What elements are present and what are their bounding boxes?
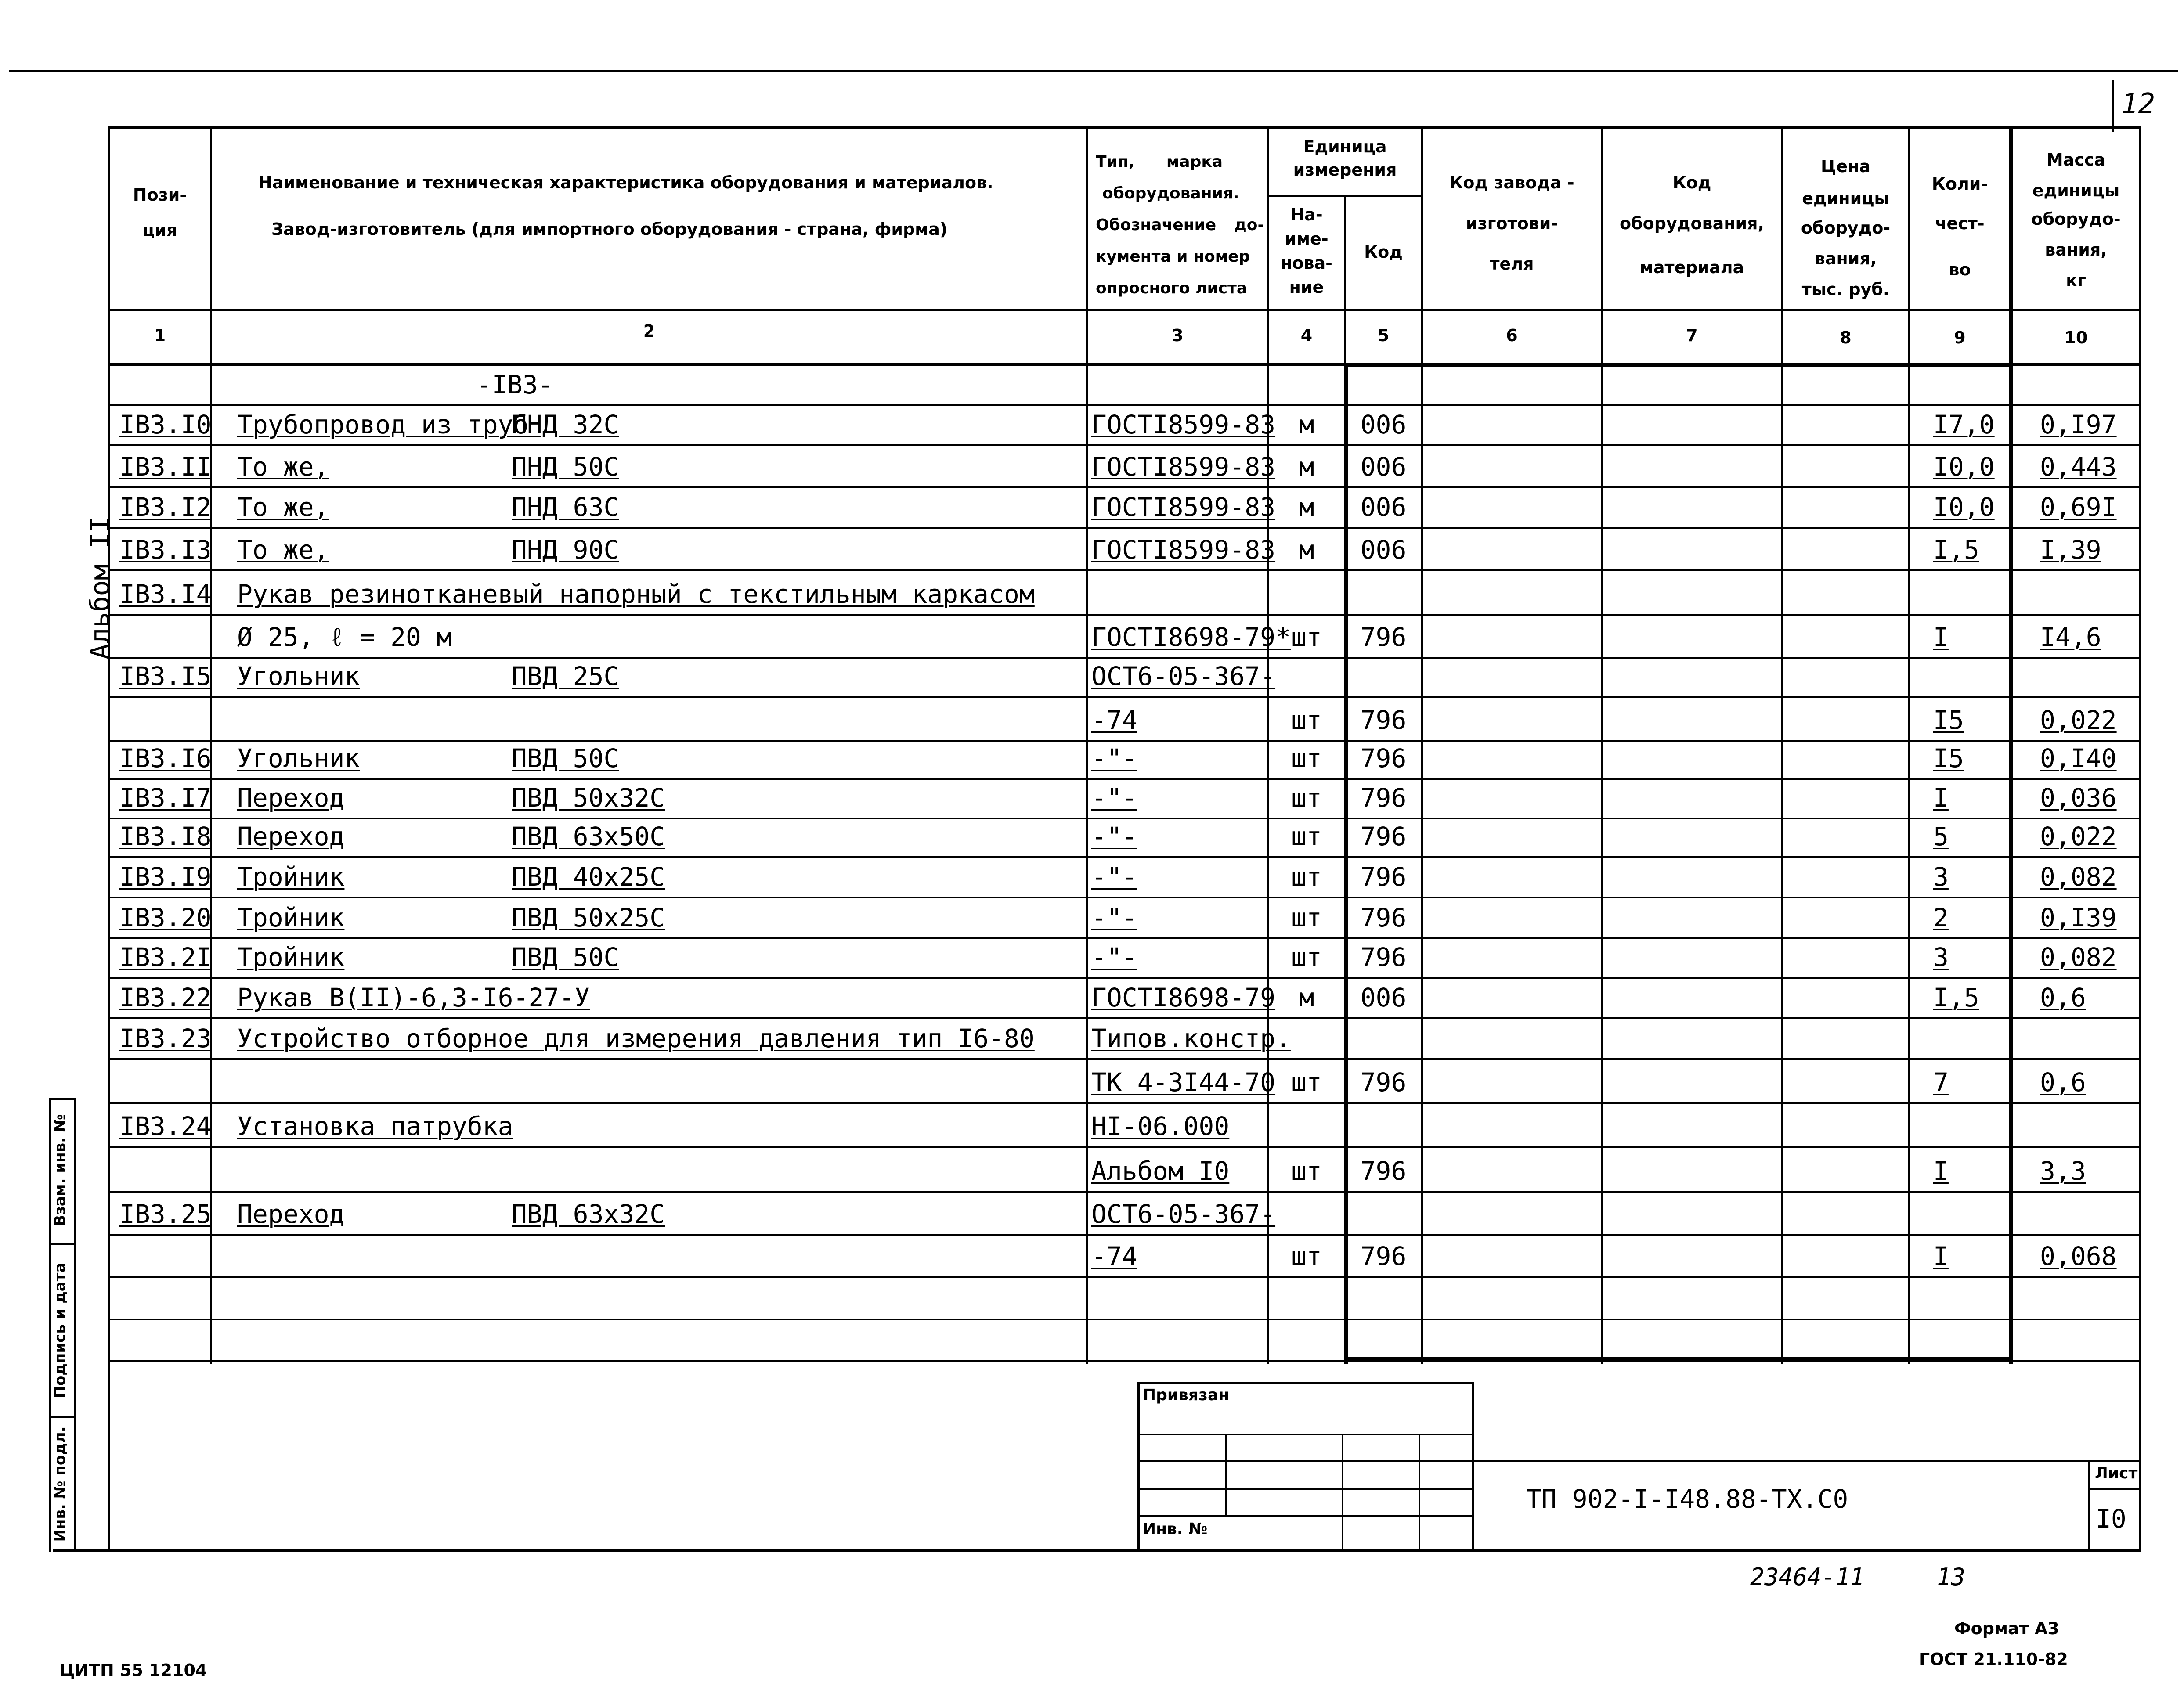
- row-quantity: I0,0: [1933, 492, 1995, 522]
- row-quantity: I,5: [1933, 983, 1979, 1013]
- row-name: Устройство отборное для измерения давления тип I6-80: [237, 1023, 1035, 1053]
- row-unit: шт: [1291, 743, 1322, 773]
- stamp-top: [1137, 1382, 1474, 1384]
- colnum-8: 8: [1840, 328, 1852, 347]
- row-unit: шт: [1291, 942, 1322, 972]
- row-unit-code: 006: [1360, 492, 1407, 522]
- sheet-box-left: [2088, 1460, 2090, 1552]
- row-name: Рукав В(II)-6,3-I6-27-У: [237, 983, 590, 1013]
- row-divider: [108, 444, 2141, 446]
- stamp-vgrid-2: [1342, 1434, 1343, 1552]
- stamp-main-line: [1474, 1460, 2139, 1462]
- header-col3-line4: кумента и номер: [1096, 248, 1250, 266]
- row-unit-code: 796: [1360, 862, 1407, 892]
- row-position: IВЗ.I8: [119, 822, 212, 851]
- row-document: Типов.констр.: [1091, 1023, 1291, 1053]
- row-divider: [108, 1058, 2141, 1060]
- row-divider: [108, 897, 2141, 898]
- stamp-grid-4: [1137, 1515, 1474, 1517]
- row-position: IВЗ.23: [119, 1023, 212, 1053]
- row-mass: 0,I39: [2040, 903, 2117, 933]
- row-divider: [108, 740, 2141, 742]
- row-mass: 0,022: [2040, 822, 2117, 851]
- row-unit-code: 796: [1360, 942, 1407, 972]
- row-document: ГОСТI8599-83: [1091, 452, 1276, 482]
- header-col9-line1: Коли-: [1931, 174, 1988, 194]
- header-col3-line3: Обозначение до-: [1096, 216, 1264, 234]
- row-name-detail: ПВД 63х32С: [512, 1199, 665, 1229]
- row-unit-code: 796: [1360, 1241, 1407, 1271]
- header-col4-line3: нова-: [1281, 253, 1332, 273]
- row-unit-code: 006: [1360, 410, 1407, 440]
- colnum-3: 3: [1172, 326, 1184, 345]
- row-position: IВЗ.II: [119, 452, 212, 482]
- row-unit-code: 796: [1360, 822, 1407, 851]
- row-divider: [108, 856, 2141, 858]
- header-col3-line2: оборудования.: [1102, 184, 1239, 202]
- margin-vzam-inv: Взам. инв. №: [51, 1114, 69, 1226]
- header-col8-line1: Цена: [1821, 157, 1870, 176]
- row-name-detail: ПНД 90С: [512, 535, 619, 565]
- header-col6-line3: теля: [1490, 254, 1534, 274]
- header-col3-line5: опросного листа: [1096, 279, 1248, 297]
- row-name: Угольник: [237, 661, 360, 691]
- row-position: IВЗ.I7: [119, 783, 212, 813]
- colnum-7: 7: [1686, 326, 1698, 345]
- row-quantity: I0,0: [1933, 452, 1995, 482]
- row-quantity: 2: [1933, 903, 1949, 933]
- row-name: Переход: [237, 1199, 345, 1229]
- row-quantity: I,5: [1933, 535, 1979, 565]
- row-divider: [108, 778, 2141, 780]
- row-document: -"-: [1091, 942, 1137, 972]
- corner-box-left: [2112, 80, 2114, 132]
- header-units-line1: Единица: [1303, 137, 1387, 156]
- row-name: Тройник: [237, 862, 345, 892]
- header-col5: Код: [1364, 242, 1403, 262]
- row-quantity: 3: [1933, 862, 1949, 892]
- row-name-detail: ПВД 25С: [512, 661, 619, 691]
- row-divider: [108, 1234, 2141, 1236]
- row-position: IВЗ.I3: [119, 535, 212, 565]
- stamp-inv-no: Инв. №: [1143, 1520, 1208, 1538]
- row-document: ГОСТI8599-83: [1091, 535, 1276, 565]
- row-divider: [108, 486, 2141, 488]
- row-divider: [108, 696, 2141, 698]
- row-unit: шт: [1291, 1067, 1322, 1097]
- top-rule: [9, 70, 2178, 72]
- row-divider: [108, 1276, 2141, 1278]
- row-unit: шт: [1291, 622, 1322, 652]
- header-col9-line3: во: [1949, 260, 1971, 279]
- row-quantity: 7: [1933, 1067, 1949, 1097]
- colnum-9: 9: [1954, 328, 1966, 347]
- sheet-box-mid: [2088, 1488, 2139, 1490]
- header-col8-line3: оборудо-: [1801, 218, 1891, 238]
- margin-mid: [74, 1098, 76, 1552]
- header-col2-line2: Завод-изготовитель (для импортного оборудования - страна, фирма): [271, 220, 948, 239]
- header-col10-line4: вания,: [2045, 240, 2107, 259]
- colnum-10: 10: [2064, 328, 2088, 347]
- row-mass: 0,6: [2040, 983, 2086, 1013]
- row-unit-code: 796: [1360, 743, 1407, 773]
- row-document: -"-: [1091, 822, 1137, 851]
- row-mass: 0,443: [2040, 452, 2117, 482]
- row-position: IВЗ.22: [119, 983, 212, 1013]
- stamp-grid-2: [1137, 1460, 1474, 1462]
- header-col8-line5: тыс. руб.: [1801, 280, 1890, 299]
- row-divider: [108, 657, 2141, 659]
- row-document: -74: [1091, 1241, 1137, 1271]
- row-mass: I4,6: [2040, 622, 2101, 652]
- header-col8-line4: вания,: [1814, 249, 1877, 268]
- header-col10-line3: оборудо-: [2031, 209, 2121, 229]
- col-line-9: [2009, 126, 2013, 1364]
- row-position: IВЗ.I9: [119, 862, 212, 892]
- row-position: IВЗ.25: [119, 1199, 212, 1229]
- row-document: ГОСТI8698-79: [1091, 983, 1276, 1013]
- body-box-top: [1344, 363, 2013, 367]
- header-col7-line1: Код: [1672, 173, 1711, 192]
- row-unit-code: 796: [1360, 783, 1407, 813]
- stamp-sheet-number: I0: [2096, 1504, 2126, 1534]
- colnum-1: 1: [154, 326, 166, 345]
- row-document: ГОСТI8698-79*: [1091, 622, 1291, 652]
- row-name-detail: ПНД 63С: [512, 492, 619, 522]
- row-position: IВЗ.I6: [119, 743, 212, 773]
- row-name-detail: ПВД 50х32С: [512, 783, 665, 813]
- row-name-detail: ПВД 40х25С: [512, 862, 665, 892]
- row-position: IВЗ.I4: [119, 579, 212, 609]
- row-position: IВЗ.I2: [119, 492, 212, 522]
- row-unit: м: [1299, 410, 1314, 440]
- header-col10-line1: Масса: [2046, 150, 2106, 169]
- row-mass: 0,082: [2040, 942, 2117, 972]
- stamp-designation: ТП 902-I-I48.88-ТХ.С0: [1526, 1484, 1848, 1514]
- header-col4-line4: ние: [1289, 277, 1324, 297]
- row-name: Тройник: [237, 903, 345, 933]
- row-quantity: I5: [1933, 705, 1964, 735]
- row-divider: [108, 1191, 2141, 1193]
- handwritten-number: 23464-11: [1750, 1563, 1865, 1591]
- row-name: Рукав резинотканевый напорный с текстильным каркасом: [237, 579, 1035, 609]
- row-name-detail: ПВД 63х50С: [512, 822, 665, 851]
- row-document: ГОСТI8599-83: [1091, 410, 1276, 440]
- col-line-5: [1421, 126, 1423, 1364]
- row-document: -74: [1091, 705, 1137, 735]
- row-position: IВЗ.2I: [119, 942, 212, 972]
- row-mass: 0,082: [2040, 862, 2117, 892]
- col-line-6: [1601, 126, 1603, 1364]
- header-col1-line1: Пози-: [133, 185, 187, 205]
- row-unit-code: 796: [1360, 705, 1407, 735]
- row-name: То же,: [237, 535, 329, 565]
- row-document: -"-: [1091, 862, 1137, 892]
- stamp-grid-3: [1137, 1488, 1474, 1490]
- sheet-corner-number: 12: [2121, 88, 2155, 120]
- row-document: ГОСТI8599-83: [1091, 492, 1276, 522]
- row-document: ТК 4-3I44-70: [1091, 1067, 1276, 1097]
- header-col6-line1: Код завода -: [1449, 173, 1574, 192]
- row-position: IВЗ.20: [119, 903, 212, 933]
- stamp-right: [1472, 1382, 1474, 1552]
- printer-label: ЦИТП 55 12104: [59, 1661, 207, 1680]
- row-document: Альбом I0: [1091, 1156, 1230, 1186]
- row-unit-code: 796: [1360, 622, 1407, 652]
- row-quantity: 3: [1933, 942, 1949, 972]
- stamp-sheet-label: Лист: [2095, 1464, 2138, 1482]
- row-divider: [108, 569, 2141, 571]
- header-col10-line5: кг: [2066, 271, 2086, 290]
- row-mass: I,39: [2040, 535, 2101, 565]
- header-col7-line3: материала: [1639, 258, 1744, 277]
- row-unit-code: 796: [1360, 1067, 1407, 1097]
- row-divider: [108, 527, 2141, 529]
- colnum-4: 4: [1300, 326, 1313, 345]
- row-name-detail: ПВД 50С: [512, 942, 619, 972]
- header-col4-line1: На-: [1290, 205, 1323, 224]
- row-document: -"-: [1091, 903, 1137, 933]
- row-unit-code: 006: [1360, 535, 1407, 565]
- row-divider: [108, 1017, 2141, 1019]
- row-divider: [108, 1146, 2141, 1148]
- row-name: Установка патрубка: [237, 1111, 513, 1141]
- col-line-10: [2139, 126, 2141, 1552]
- stamp-vgrid-1: [1225, 1434, 1227, 1515]
- row-document: -"-: [1091, 743, 1137, 773]
- colnum-5: 5: [1377, 326, 1390, 345]
- row-unit: шт: [1291, 783, 1322, 813]
- row-name: Тройник: [237, 942, 345, 972]
- row-name-detail: ПВД 50х25С: [512, 903, 665, 933]
- row-quantity: I5: [1933, 743, 1964, 773]
- header-col9-line2: чест-: [1935, 214, 1985, 233]
- header-col1-line2: ция: [142, 220, 177, 240]
- row-name: Переход: [237, 822, 345, 851]
- row-divider: [108, 937, 2141, 939]
- row-unit-code: 006: [1360, 983, 1407, 1013]
- row-unit-code: 796: [1360, 1156, 1407, 1186]
- row-unit: шт: [1291, 862, 1322, 892]
- row-name: Ø 25, ℓ = 20 м: [237, 622, 452, 652]
- row-unit: м: [1299, 452, 1314, 482]
- row-quantity: I: [1933, 783, 1949, 813]
- colnum-6: 6: [1506, 326, 1518, 345]
- row-quantity: 5: [1933, 822, 1949, 851]
- stamp-grid-1: [1137, 1434, 1474, 1435]
- row-divider: [108, 614, 2141, 616]
- row-mass: 0,69I: [2040, 492, 2117, 522]
- row-unit-code: 796: [1360, 903, 1407, 933]
- row-name: То же,: [237, 452, 329, 482]
- row-divider: [108, 818, 2141, 819]
- row-name: То же,: [237, 492, 329, 522]
- row-quantity: I: [1933, 1156, 1949, 1186]
- header-col4-line2: име-: [1285, 229, 1328, 249]
- row-mass: 0,6: [2040, 1067, 2086, 1097]
- row-name: Переход: [237, 783, 345, 813]
- row-quantity: I7,0: [1933, 410, 1995, 440]
- row-mass: 0,I40: [2040, 743, 2117, 773]
- col-line-2: [1086, 126, 1088, 1364]
- row-position: IВЗ.24: [119, 1111, 212, 1141]
- row-name: Трубопровод из труб: [237, 410, 529, 440]
- header-col8-line2: единицы: [1802, 189, 1889, 208]
- row-divider: [108, 1102, 2141, 1104]
- table-top: [108, 126, 2141, 129]
- header-col10-line2: единицы: [2032, 181, 2120, 200]
- row-unit: шт: [1291, 705, 1322, 735]
- row-quantity: I: [1933, 1241, 1949, 1271]
- colnum-2: 2: [643, 321, 655, 341]
- row-unit: м: [1299, 535, 1314, 565]
- table-bottom: [108, 1360, 2141, 1362]
- header-bottom: [108, 309, 2141, 311]
- row-document: ОСТ6-05-367-: [1091, 1199, 1276, 1229]
- row-unit: м: [1299, 492, 1314, 522]
- row-unit: шт: [1291, 1156, 1322, 1186]
- row-name: Угольник: [237, 743, 360, 773]
- row-unit: м: [1299, 983, 1314, 1013]
- row-divider: [108, 404, 2141, 406]
- row-document: -"-: [1091, 783, 1137, 813]
- stamp-vgrid-3: [1419, 1434, 1420, 1552]
- album-label: Альбом II: [85, 516, 116, 659]
- row-quantity: I: [1933, 622, 1949, 652]
- row-position: IВЗ.I5: [119, 661, 212, 691]
- row-mass: 0,068: [2040, 1241, 2117, 1271]
- row-unit: шт: [1291, 1241, 1322, 1271]
- handwritten-page: 13: [1937, 1563, 1966, 1591]
- col-line-7: [1781, 126, 1783, 1364]
- stamp-privyazan: Привязан: [1143, 1386, 1230, 1404]
- row-name-detail: ПВД 50С: [512, 743, 619, 773]
- row-document: НI-06.000: [1091, 1111, 1230, 1141]
- margin-podpis-data: Подпись и дата: [51, 1262, 69, 1398]
- format-label: Формат А3: [1954, 1619, 2059, 1638]
- row-mass: 0,036: [2040, 783, 2117, 813]
- row-divider: [108, 977, 2141, 979]
- header-col7-line2: оборудования,: [1620, 214, 1764, 233]
- header-col2-line1: Наименование и техническая характеристика оборудования и материалов.: [258, 173, 993, 192]
- header-units-line2: измерения: [1293, 160, 1397, 180]
- row-name-detail: ПНД 50С: [512, 452, 619, 482]
- row-mass: 0,I97: [2040, 410, 2117, 440]
- stamp-left: [1137, 1382, 1140, 1552]
- row-mass: 3,3: [2040, 1156, 2086, 1186]
- col-line-8: [1908, 126, 1910, 1364]
- row-divider: [108, 1319, 2141, 1320]
- row-document: ОСТ6-05-367-: [1091, 661, 1276, 691]
- row-unit: шт: [1291, 903, 1322, 933]
- row-unit-code: 006: [1360, 452, 1407, 482]
- header-col3-line1: Тип, марка: [1096, 153, 1223, 171]
- gost-label: ГОСТ 21.110-82: [1919, 1650, 2068, 1669]
- header-col6-line2: изготови-: [1466, 214, 1558, 233]
- row-mass: 0,022: [2040, 705, 2117, 735]
- frame-bottom: [53, 1549, 2141, 1552]
- row-unit: шт: [1291, 822, 1322, 851]
- row-name: -IВЗ-: [477, 370, 553, 400]
- margin-inv-podl: Инв. № подл.: [51, 1426, 69, 1542]
- row-name-detail: ПНД 32С: [512, 410, 619, 440]
- row-position: IВЗ.I0: [119, 410, 212, 440]
